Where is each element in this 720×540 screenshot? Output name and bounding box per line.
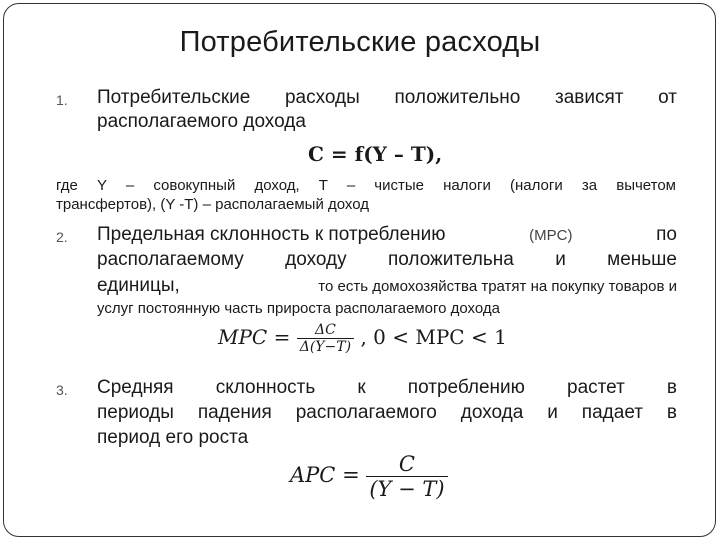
slide-title: Потребительские расходы bbox=[179, 26, 541, 58]
item-1-number: 1. bbox=[56, 92, 68, 108]
formula-rhs: = f(Y – T), bbox=[330, 142, 443, 166]
mpc-fraction bbox=[297, 322, 354, 355]
item-2-line-1 bbox=[97, 223, 677, 248]
item-3-line-1: Средняя склонность к потреблению растет в bbox=[97, 377, 677, 398]
item-3-line-3: период его роста bbox=[97, 427, 249, 448]
item-2-line-1-text: Предельная склонность к потреблению bbox=[97, 224, 446, 245]
apc-fraction bbox=[366, 452, 447, 501]
apc-formula bbox=[290, 452, 448, 501]
apc-numerator: C bbox=[366, 452, 447, 477]
item-2-line-3-a: единицы, bbox=[97, 275, 180, 296]
item-2-line-2: располагаемому доходу положительна и меньше bbox=[97, 249, 677, 270]
item-1-note-line-2: трансфертов), (Y -T) – располагаемый доход bbox=[56, 196, 370, 213]
item-2-line-3-b: то есть домохозяйства тратят на покупку товаров и bbox=[318, 278, 677, 295]
formula-lhs: C bbox=[308, 142, 324, 166]
mpc-range: , 0 < MPC < 1 bbox=[360, 325, 507, 349]
mpc-abbrev: (MPC) bbox=[529, 227, 573, 244]
item-1-line-2: располагаемого дохода bbox=[97, 111, 306, 132]
item-1-line-1: Потребительские расходы положительно зависят от bbox=[97, 87, 677, 108]
mpc-numerator: ΔC bbox=[297, 322, 354, 339]
mpc-formula bbox=[218, 322, 507, 355]
apc-lhs: APC bbox=[290, 463, 336, 487]
apc-eq: = bbox=[342, 463, 360, 487]
item-3-number: 3. bbox=[56, 382, 68, 398]
item-1-note-line-1: где Y – совокупный доход, T – чистые налоги (налоги за вычетом bbox=[56, 177, 676, 194]
mpc-denominator: Δ(Y−T) bbox=[299, 339, 352, 355]
item-2-line-3 bbox=[97, 274, 677, 299]
apc-denominator: (Y − T) bbox=[369, 477, 445, 501]
item-1-formula bbox=[308, 142, 442, 166]
mpc-eq: = bbox=[273, 325, 291, 349]
item-2-line-1-end: по bbox=[656, 224, 677, 245]
mpc-lhs: MPC bbox=[218, 325, 268, 349]
item-3-line-2: периоды падения располагаемого дохода и падает в bbox=[97, 402, 677, 423]
item-2-number: 2. bbox=[56, 229, 68, 245]
item-2-line-4: услуг постоянную часть прироста располагаемого дохода bbox=[97, 300, 501, 317]
